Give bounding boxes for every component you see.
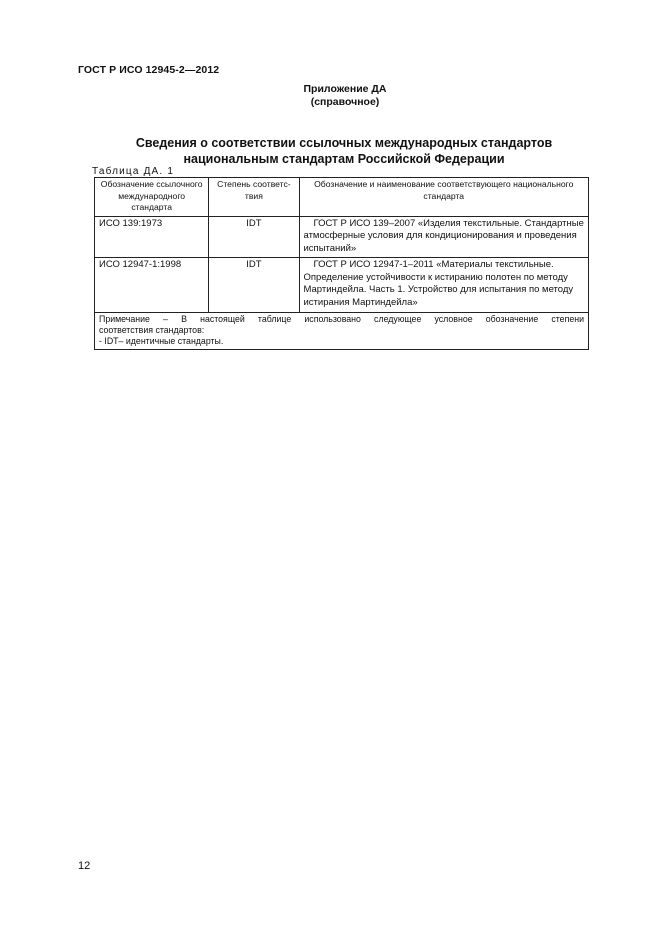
- cell-national-standard: ГОСТ Р ИСО 139–2007 «Изделия текстильные. Стандартные атмосферные условия для кондиционирования и проведения испытаний»: [299, 216, 589, 258]
- table-note: [95, 312, 589, 350]
- table-note-row: [95, 312, 589, 350]
- table-row: [95, 258, 589, 312]
- table-header-row: [95, 178, 589, 217]
- correspondence-table: [94, 177, 589, 350]
- page-number: 12: [78, 860, 91, 872]
- note-line-2: соответствия стандартов:: [99, 324, 205, 335]
- annex-heading: [290, 83, 400, 109]
- annex-subtitle: (справочное): [310, 96, 380, 108]
- table-row: [95, 216, 589, 258]
- cell-reference-standard: ИСО 139:1973: [95, 216, 209, 258]
- header-reference-standard: Обозначение ссылочного международного стандарта: [95, 178, 209, 217]
- cell-degree: IDT: [209, 216, 299, 258]
- annex-title: Приложение ДА: [303, 83, 387, 95]
- section-title-line-2: национальным стандартам Российской Федерации: [183, 152, 505, 166]
- header-national-standard: Обозначение и наименование соответствующего национального стандарта: [299, 178, 589, 217]
- note-line-3: - IDT– идентичные стандарты.: [99, 336, 224, 347]
- note-line-1: Примечание – В настоящей таблице использовано следующее условное обозначение степени: [99, 313, 584, 324]
- section-title-line-1: Сведения о соответствии ссылочных международных стандартов: [135, 136, 553, 150]
- section-title: [94, 135, 594, 167]
- document-code-header: ГОСТ Р ИСО 12945-2—2012: [78, 64, 220, 76]
- table-caption: Таблица ДА. 1: [92, 166, 175, 177]
- cell-reference-standard: ИСО 12947-1:1998: [95, 258, 209, 312]
- cell-national-standard: ГОСТ Р ИСО 12947-1–2011 «Материалы текстильные. Определение устойчивости к истиранию полотен по методу Мартиндейла. Часть 1. Устройство для испытания по методу истирания Мартиндейла»: [299, 258, 589, 312]
- header-degree-of-correspondence: Степень соответс-твия: [209, 178, 299, 217]
- cell-degree: IDT: [209, 258, 299, 312]
